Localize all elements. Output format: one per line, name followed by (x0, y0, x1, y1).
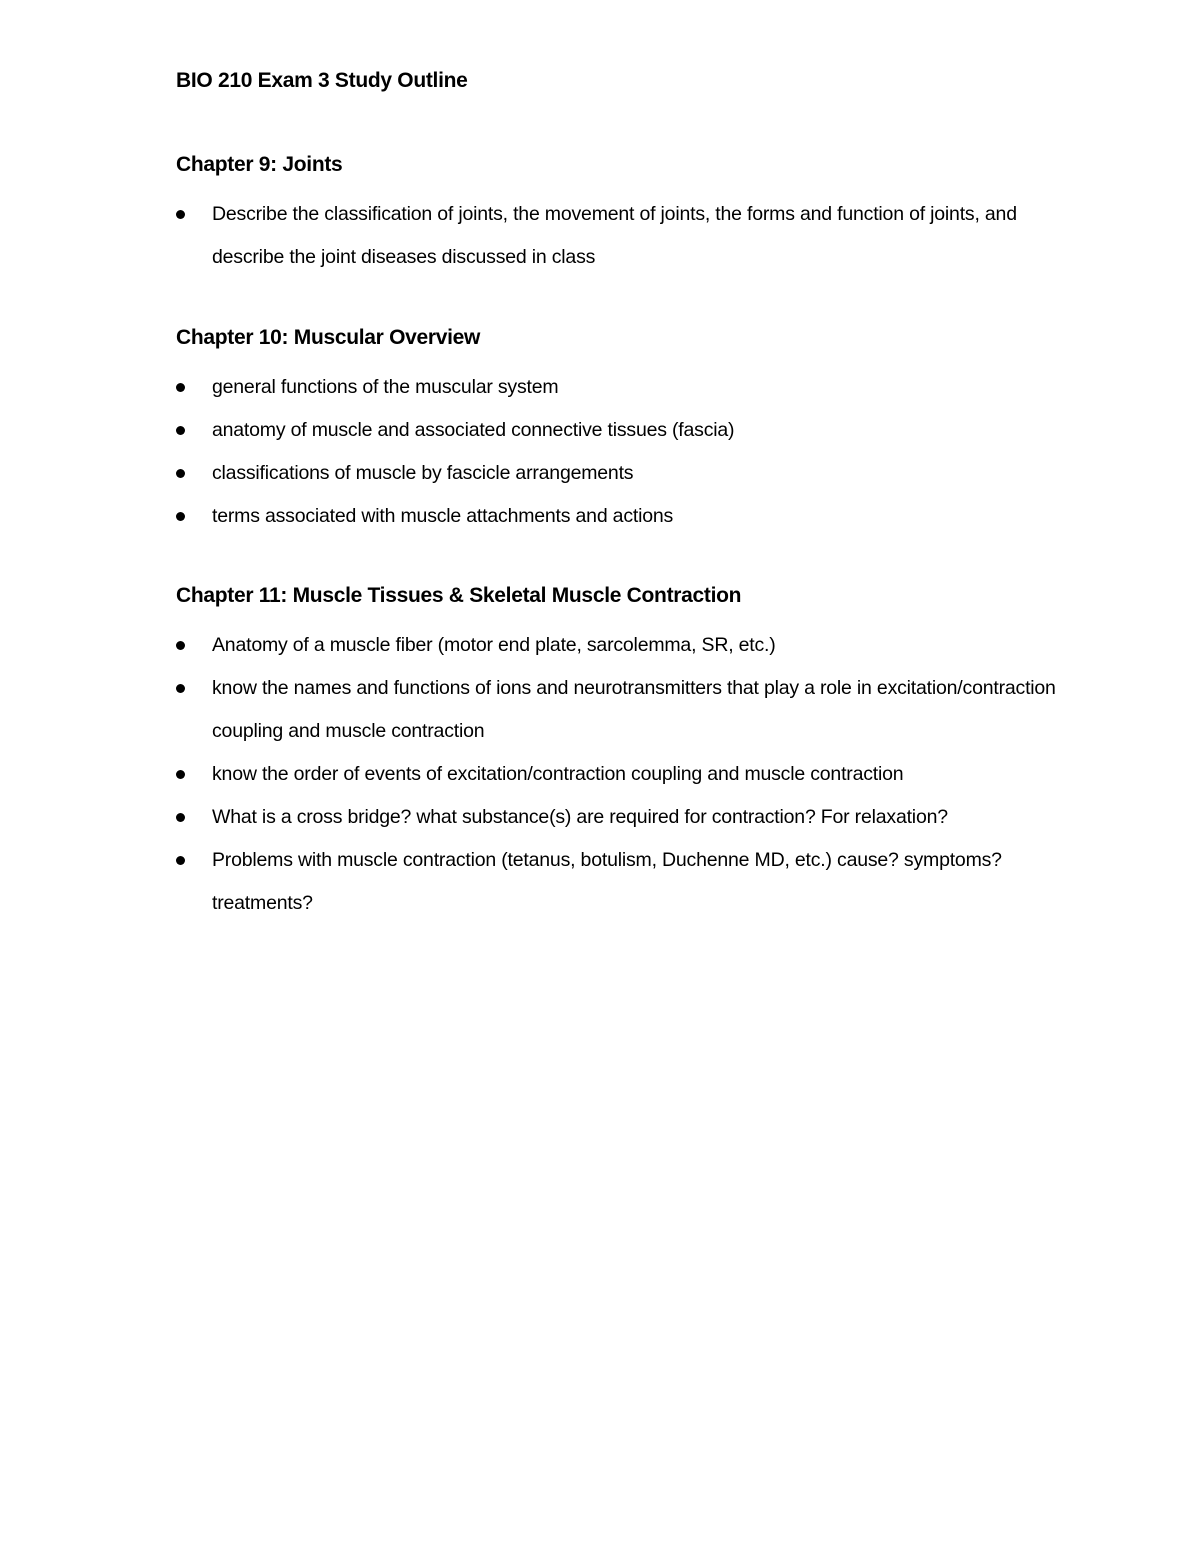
list-item-text: Anatomy of a muscle fiber (motor end plate, sarcolemma, SR, etc.) (212, 634, 776, 656)
list-item (176, 796, 1076, 839)
list-item-text: know the order of events of excitation/contraction coupling and muscle contraction (212, 763, 904, 785)
bullet-icon (176, 426, 185, 435)
list-item (176, 753, 1076, 796)
list-item (176, 667, 1076, 753)
section-heading: Chapter 11: Muscle Tissues & Skeletal Muscle Contraction (176, 584, 742, 607)
list-item-text: Describe the classification of joints, the movement of joints, the forms and function of joints, and describe the joint diseases discussed in class (212, 203, 1017, 268)
section-chapter-9 (176, 150, 1076, 279)
list-item-text: anatomy of muscle and associated connective tissues (fascia) (212, 419, 735, 441)
bullet-list (176, 193, 1076, 279)
bullet-icon (176, 210, 185, 219)
list-item-text: general functions of the muscular system (212, 376, 559, 398)
list-item (176, 495, 1076, 538)
section-heading: Chapter 9: Joints (176, 153, 343, 176)
bullet-icon (176, 684, 185, 693)
bullet-icon (176, 770, 185, 779)
bullet-list (176, 624, 1076, 925)
list-item-text: classifications of muscle by fascicle arrangements (212, 462, 634, 484)
bullet-list (176, 366, 1076, 538)
list-item (176, 452, 1076, 495)
list-item (176, 193, 1076, 279)
list-item-text: terms associated with muscle attachments and actions (212, 505, 674, 527)
bullet-icon (176, 813, 185, 822)
section-chapter-11 (176, 581, 1076, 925)
section-heading: Chapter 10: Muscular Overview (176, 326, 481, 349)
list-item (176, 839, 1076, 925)
bullet-icon (176, 641, 185, 650)
list-item (176, 624, 1076, 667)
bullet-icon (176, 512, 185, 521)
list-item (176, 409, 1076, 452)
bullet-icon (176, 856, 185, 865)
section-chapter-10 (176, 323, 1076, 538)
bullet-icon (176, 383, 185, 392)
list-item-text: Problems with muscle contraction (tetanus, botulism, Duchenne MD, etc.) cause? symptoms? treatments? (212, 849, 1002, 914)
list-item-text: know the names and functions of ions and neurotransmitters that play a role in excitation/contraction coupling and muscle contraction (212, 677, 1056, 742)
list-item-text: What is a cross bridge? what substance(s) are required for contraction? For relaxation? (212, 806, 948, 828)
document-title: BIO 210 Exam 3 Study Outline (176, 69, 468, 92)
bullet-icon (176, 469, 185, 478)
list-item (176, 366, 1076, 409)
